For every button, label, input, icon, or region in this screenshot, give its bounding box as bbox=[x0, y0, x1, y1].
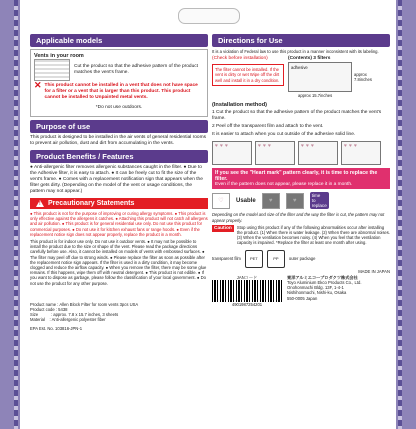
time-to-replace-badge bbox=[310, 192, 329, 209]
x-mark-icon: ✕ bbox=[34, 80, 42, 90]
product-size: Size : approx. 7.8 x 15.7 inches, 3 sheets bbox=[30, 312, 119, 318]
pet-label: PET bbox=[249, 256, 258, 262]
company-jp: 東洋アルミエコープロダクツ株式会社 bbox=[287, 274, 358, 280]
check-text: The filter cannot be installed. If the vent is dirty or wet Wipe off the dirt well and install it in a dry condition. bbox=[212, 64, 284, 86]
benefits-header: Product Benefits / Features bbox=[30, 150, 208, 163]
replace-swatch-1: ♥ bbox=[262, 193, 280, 209]
vents-label: Vents in your room bbox=[34, 53, 84, 59]
step-1: 1 Cut the product so that the adhesive pattern of the product matches the vent's frame. bbox=[212, 110, 382, 122]
approx-height: approx 7.8inches bbox=[354, 72, 372, 83]
not-outdoors: *Do not use outdoors. bbox=[95, 105, 143, 110]
pp-label: PP bbox=[273, 256, 279, 262]
heart-sub: Even if the pattern does not appear, please replace it in a month. bbox=[215, 182, 353, 188]
filter-card-4: ♥ ♥ ♥ bbox=[341, 141, 381, 165]
precautions-body: This product is for indoor use only. Do not use it outdoor vents. ● It may not be possible to install the product due to the size or shape of the vent. Please read the package directions carefully before use. Also, it cannot be installed on models of vents with embossed surfaces. ● The filter may peel off due to strong winds. ● Please replace the filter as soon as possible after the replacement notice sign appears. If the filter is used in a dirty condition, it may become clogged and reduce the airflow capacity. ● When you remove the filter, there may be some glue remains. If this happens, wipe them off with neutral detergent. ● This product is not edible. ● If you want to dispose as garbage, please follow the classification of your local government. ● Do not use the product for any other purpose. bbox=[30, 239, 207, 286]
made-in: MADE IN JAPAN bbox=[358, 268, 390, 274]
vent-image bbox=[34, 59, 70, 81]
product-name: Product name : Allen Block Filter for room vents 3pcs USA bbox=[30, 301, 139, 307]
caution-text: Stop using this product if any of the following abnormalities occur after installing the product. (1) When there is water leakage. (2) When there are abnormal noises. (3) When the ventilation becomes noisy. (4) When you feel that the ventilation capacity is impaired. *Replace the filter at least one month after using. bbox=[236, 224, 391, 246]
federal-note: It is a violation of Federal law to use this product in a manner inconsistent with its labeling. bbox=[212, 49, 379, 54]
company-en: Toyo Aluminium Ekco Products Co., Ltd. bbox=[287, 280, 362, 286]
step-2: 2 Peel off the transparent film and attach to the vent. bbox=[212, 124, 324, 130]
purpose-header: Purpose of use bbox=[30, 120, 208, 133]
filter-diagram bbox=[288, 62, 352, 92]
purpose-text: This product is designed to be installed in the air vents of general residential rooms to prevent air pollution, dust and dirt from accumulating in the vents. bbox=[30, 135, 206, 146]
left-panel bbox=[30, 34, 208, 423]
epa-number: EPA Est. No. 103816-JPN-1 bbox=[30, 325, 83, 331]
tip: It is easier to attach when you cut outside of the adhesive solid line. bbox=[212, 132, 356, 138]
check-label: (Check before installation) bbox=[212, 56, 268, 62]
time-line-1: time bbox=[311, 193, 321, 199]
install-label: (Installation method) bbox=[212, 102, 268, 109]
filter-illustrations bbox=[212, 141, 390, 165]
filter-card-1: ♥ ♥ ♥ bbox=[212, 141, 252, 165]
product-material: Material : Anti-allergenic polyester fiber bbox=[30, 317, 106, 323]
barcode bbox=[212, 280, 282, 302]
right-panel bbox=[212, 34, 390, 423]
product-info bbox=[30, 302, 208, 331]
outer-label: outer package bbox=[288, 256, 316, 262]
benefits-text: ● Anti-allergenic filter removes allergenic substances caught in the filter. ● Due to the Adhesive filter, it is easy to attach. ● It can be freely cut to fit the size of the vent's frame. ● Comes with a replacement notification sign that appears when the filter gets dirty. (Depending on the model of the vent or usage conditions, the pattern may not appear.) bbox=[30, 165, 203, 194]
filter-card-3: ♥ ♥ ♥ bbox=[298, 141, 338, 165]
precautions-header bbox=[30, 198, 208, 209]
filter-card-2: ♥ ♥ ♥ bbox=[255, 141, 295, 165]
adhesive-label: adhesive bbox=[291, 65, 308, 71]
address-3: 550-0005 Japan bbox=[287, 295, 318, 301]
time-line-3: replace bbox=[311, 203, 327, 209]
product-code: Product code : 5438 bbox=[30, 307, 68, 313]
jan-number: 4901987254201 bbox=[231, 302, 263, 308]
precautions-red: ● This product is not for the purpose of improving or curing allergy symptoms. ● This product is only effective against the allergens it catches. ● Attaching this product will not catch all allergens and air pollution. ● This product is for general residential use only. Do not use this product for commercial purposes. ● Do not use it for kitchen exhaust fans or range hoods. ● Even if the replacement notice sign does not appear properly, replace the product in a month. bbox=[30, 211, 208, 237]
packaging-marks bbox=[212, 250, 390, 268]
pp-recycle-icon bbox=[267, 250, 285, 268]
vents-box bbox=[30, 49, 208, 117]
warning-icon bbox=[36, 200, 44, 207]
status-indicators bbox=[212, 192, 390, 209]
replace-swatch-2: ♥ bbox=[286, 193, 304, 209]
caution-box bbox=[212, 225, 390, 246]
heart-title: If you see the "Heart mark" pattern clearly, it is time to replace the filter. bbox=[215, 170, 378, 183]
address-2: Nishihonmachi, Nishi-ku, Osaka bbox=[287, 290, 347, 296]
usable-label: Usable bbox=[236, 197, 256, 204]
time-line-2: to bbox=[311, 198, 316, 204]
pet-recycle-icon bbox=[245, 250, 263, 268]
left-package-edge bbox=[0, 0, 20, 429]
usable-swatch: ♡ bbox=[212, 193, 230, 209]
directions-header: Directions for Use bbox=[212, 34, 390, 47]
jan-label: JANコード bbox=[236, 274, 258, 280]
vents-desc: Cut the product so that the adhesive pattern of the product matches the vent's frame. bbox=[74, 64, 199, 75]
footer-block bbox=[212, 275, 390, 307]
hang-hole bbox=[178, 8, 240, 24]
heart-note: Depending on the model and size of the filter and the way the filter is cut, the pattern may not appear properly. bbox=[212, 212, 385, 223]
approx-width: approx 15.7inches bbox=[298, 93, 333, 99]
address-1: Onohonmachi Bldg. 13F, 1-4-1 bbox=[287, 285, 344, 291]
caution-label: Caution bbox=[214, 225, 232, 231]
precautions-title: Precautionary Statements bbox=[48, 200, 135, 207]
applicable-models-header: Applicable models bbox=[30, 34, 208, 47]
not-applicable-text: This product cannot be installed in a vent that does not have space for a filter or a vent that is larger than this product. This product cannot be installed to Unpainted metal vents. bbox=[44, 83, 198, 100]
contents-label: (Contents) 3 filters bbox=[288, 56, 331, 62]
film-label: transparent film bbox=[212, 256, 241, 262]
heart-mark-box bbox=[212, 168, 390, 189]
right-package-edge bbox=[396, 0, 416, 429]
